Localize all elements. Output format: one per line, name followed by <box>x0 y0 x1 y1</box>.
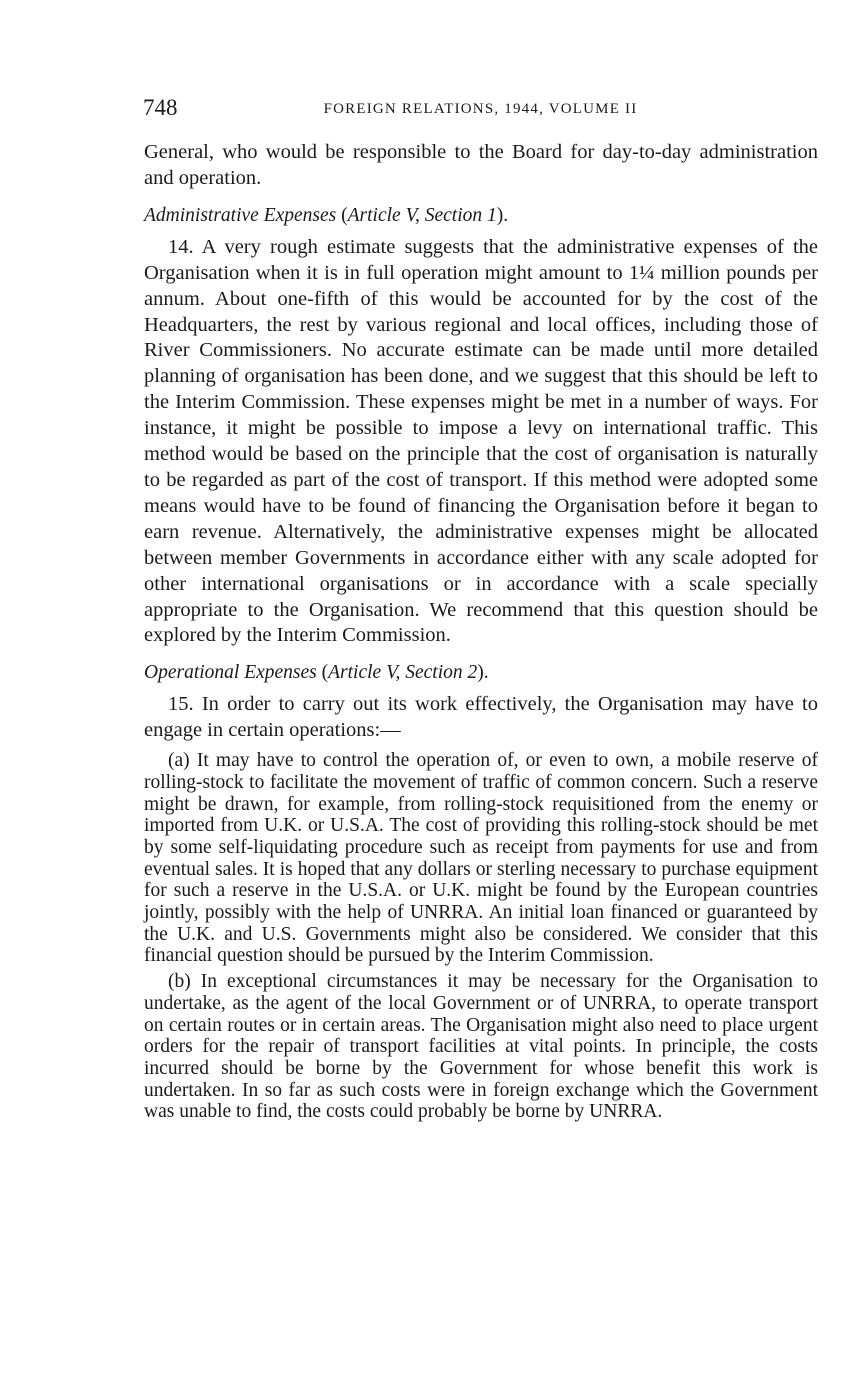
section-heading-operational-expenses <box>144 661 818 685</box>
page-header <box>143 95 818 125</box>
continuation-paragraph: General, who would be responsible to the Board for day-to-day administration and operation. <box>144 141 818 189</box>
heading-article-ref: Article V, Section 2 <box>328 662 478 684</box>
heading-paren-open: ( <box>336 204 348 226</box>
heading-paren-close: ). <box>477 662 489 684</box>
section-heading-administrative-expenses <box>144 204 818 228</box>
heading-article-ref: Article V, Section 1 <box>347 204 497 226</box>
list-item-a: (a) It may have to control the operation of, or even to own, a mobile reserve of rolling-stock to facilitate the movement of traffic of common concern. Such a reserve might be drawn, for example, from rolling-stock requisitioned from the enemy or imported from U.K. or U.S.A. The cost of providing this rolling-stock should be met by some self-liquidating procedure such as receipt from payments for use and from eventual sales. It is hoped that any dollars or sterling necessary to purchase equipment for such a reserve in the U.S.A. or U.K. might be found by the European countries jointly, possibly with the help of UNRRA. An initial loan financed or guaranteed by the U.K. and U.S. Governments might also be considered. We consider that this financial question should be pursued by the Interim Commission. <box>144 750 818 967</box>
heading-paren-open: ( <box>316 662 329 684</box>
heading-paren-close: ). <box>496 204 509 226</box>
heading-title: Administrative Expenses <box>144 204 337 226</box>
list-item-b: (b) In exceptional circumstances it may be necessary for the Organisation to undertake, as the agent of the local Government or of UNRRA, to operate transport on certain routes or in certain areas. The Organisation might also need to place urgent orders for the repair of transport facilities at vital points. In principle, the costs incurred should be borne by the Government for whose benefit this work is undertaken. In so far as such costs were in foreign exchange which the Government was unable to find, the costs could probably be borne by UNRRA. <box>144 971 818 1123</box>
page-number: 748 <box>143 95 178 120</box>
document-body <box>144 140 818 1123</box>
heading-title: Operational Expenses <box>144 662 317 684</box>
running-head: FOREIGN RELATIONS, 1944, VOLUME II <box>323 101 638 117</box>
paragraph-14: 14. A very rough estimate suggests that the administrative expenses of the Organisation when it is in full operation might amount to 1¼ million pounds per annum. About one-fifth of this would be accounted for by the cost of the Headquarters, the rest by various regional and local offices, including those of River Commissioners. No accurate estimate can be made until more detailed planning of organisation has been done, and we suggest that this should be left to the Interim Commission. These expenses might be met in a number of ways. For instance, it might be possible to impose a levy on international traffic. This method would be based on the principle that the cost of organisation is naturally to be regarded as part of the cost of transport. If this method were adopted some means would have to be found of financing the Organisation before it began to earn revenue. Alternatively, the administrative expenses might be allocated between member Governments in accordance either with any scale adopted for other international organisations or in accordance with a scale specially appropriate to the Organisation. We recommend that this question should be explored by the Interim Commission. <box>144 235 818 647</box>
paragraph-15: 15. In order to carry out its work effectively, the Organisation may have to engage in certain operations:— <box>144 693 818 742</box>
